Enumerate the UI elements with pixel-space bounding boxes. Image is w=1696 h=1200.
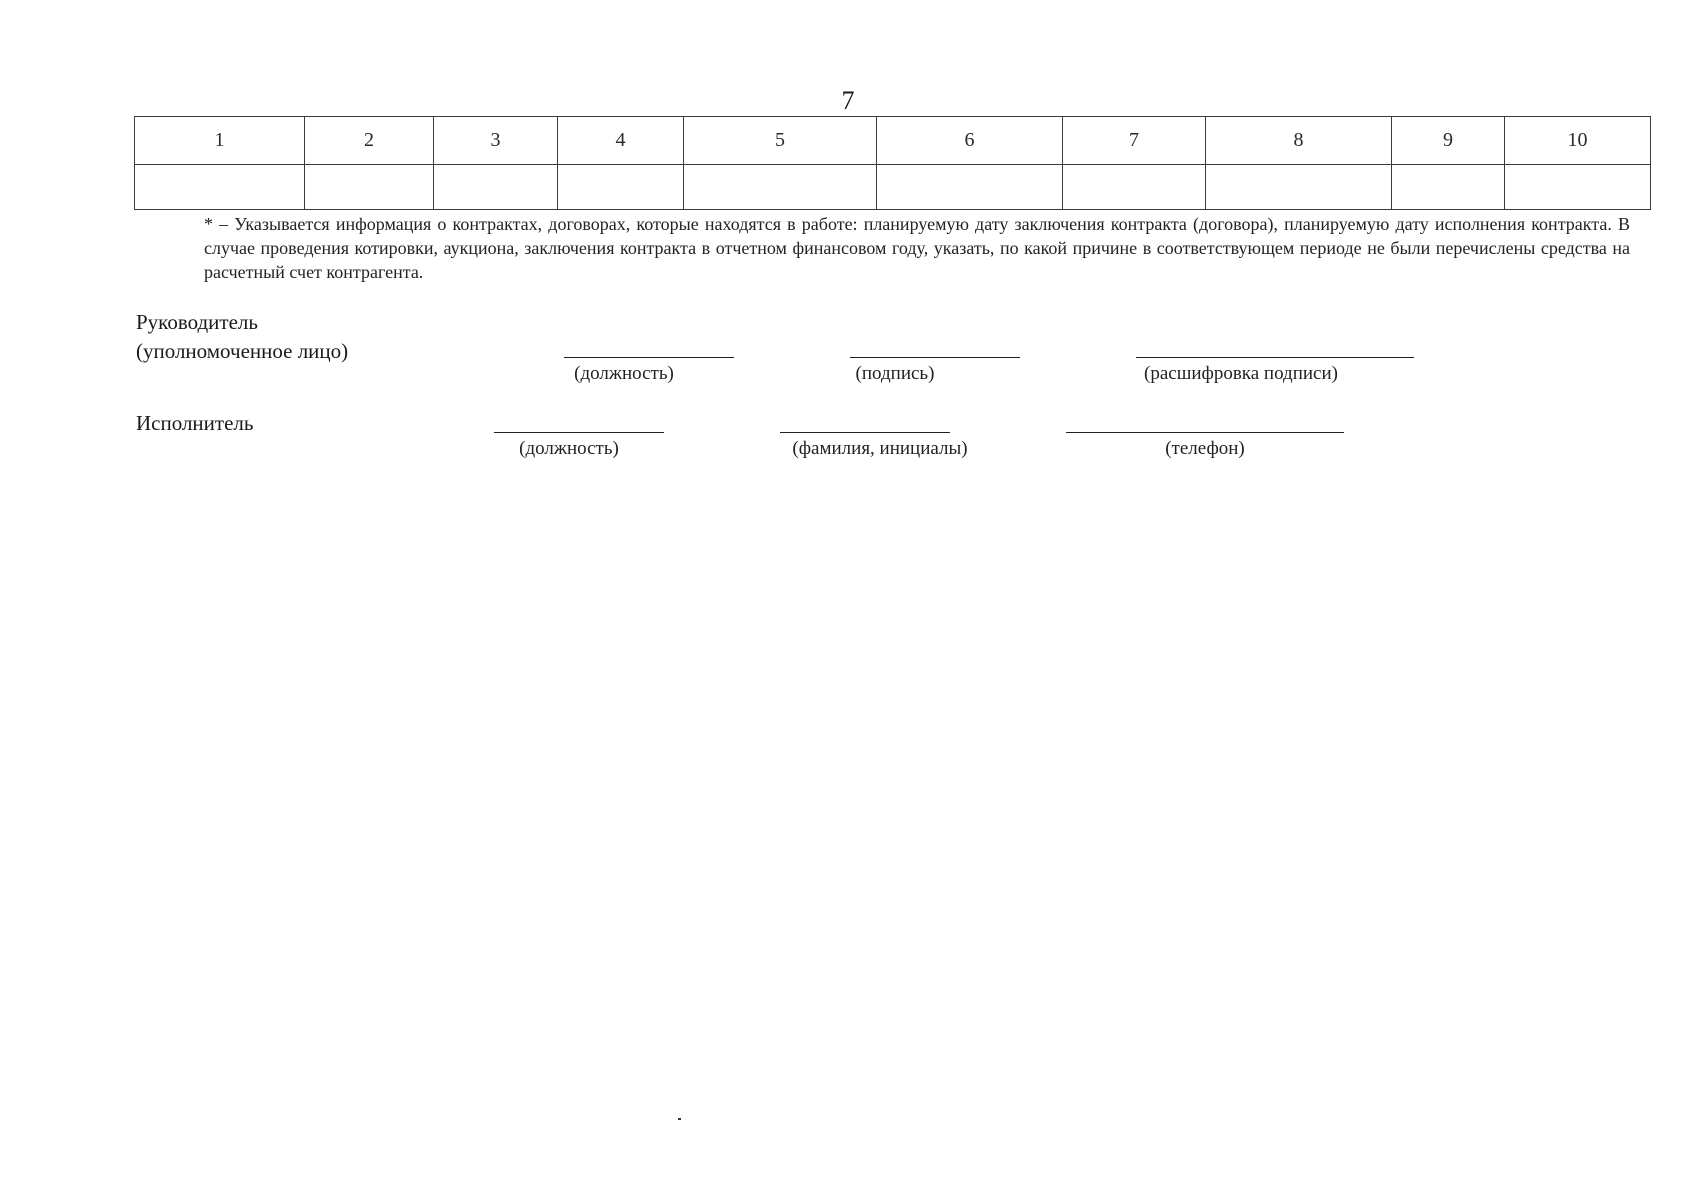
head-decoding-caption: (расшифровка подписи) (1144, 363, 1338, 384)
table-header-cell: 10 (1505, 117, 1651, 165)
table-header-cell: 5 (684, 117, 877, 165)
table-header-cell: 7 (1063, 117, 1206, 165)
table-header-row (135, 117, 1651, 165)
table-header-cell: 4 (558, 117, 684, 165)
executor-title: Исполнитель (136, 411, 254, 435)
table-cell (1392, 165, 1505, 210)
executor-phone-caption: (телефон) (1165, 438, 1245, 459)
head-signature-caption: (подпись) (855, 363, 935, 384)
table-header-cell: 2 (305, 117, 434, 165)
table-cell (305, 165, 434, 210)
table-cell (877, 165, 1063, 210)
table-cell (684, 165, 877, 210)
table-cell (1505, 165, 1651, 210)
table-cell (434, 165, 558, 210)
page-number: 7 (841, 86, 855, 115)
head-position-caption: (должность) (574, 363, 674, 384)
table-header-cell: 3 (434, 117, 558, 165)
executor-position-line[interactable] (494, 432, 664, 433)
footnote-text: * – Указывается информация о контрактах, договорах, которые находятся в работе: планируемую дату заключения контракта (договора), планируемую дату исполнения контракта. В случае проведения котировки, аукциона, заключения контракта в отчетном финансовом году, указать, по какой причине в соответствующем периоде не были перечислены средства на расчетный счет контрагента. (204, 214, 1630, 282)
table-cell (1206, 165, 1392, 210)
head-decoding-line[interactable] (1136, 357, 1414, 358)
table-cell (1063, 165, 1206, 210)
scan-speck (678, 1118, 681, 1120)
table-cell (135, 165, 305, 210)
table-header-cell: 8 (1206, 117, 1392, 165)
executor-phone-line[interactable] (1066, 432, 1344, 433)
head-position-line[interactable] (564, 357, 734, 358)
data-table (134, 116, 1651, 210)
head-title: Руководитель (136, 310, 258, 334)
executor-name-caption: (фамилия, инициалы) (792, 438, 968, 459)
table-row (135, 165, 1651, 210)
table-header-cell: 9 (1392, 117, 1505, 165)
footnote (134, 212, 1630, 284)
executor-position-caption: (должность) (519, 438, 619, 459)
head-subtitle: (уполномоченное лицо) (136, 339, 349, 363)
executor-name-line[interactable] (780, 432, 950, 433)
table-header-cell: 6 (877, 117, 1063, 165)
table-cell (558, 165, 684, 210)
head-signature-line[interactable] (850, 357, 1020, 358)
table-header-cell: 1 (135, 117, 305, 165)
